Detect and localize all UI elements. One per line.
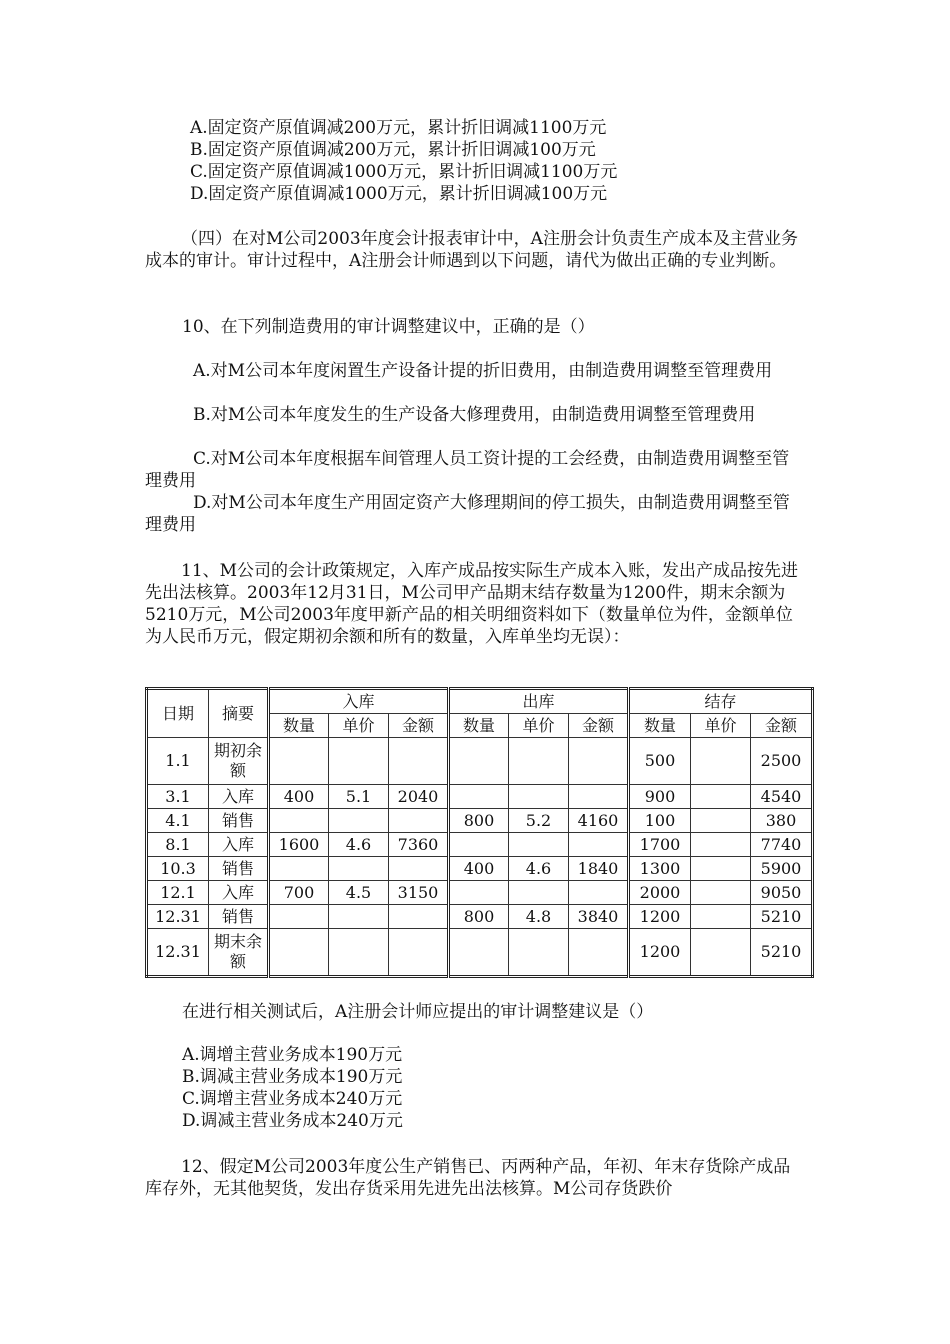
table-cell <box>389 809 449 833</box>
table-cell: 4160 <box>569 809 629 833</box>
table-cell: 1600 <box>269 833 329 857</box>
table-cell: 5210 <box>751 929 813 977</box>
table-cell: 2040 <box>389 785 449 809</box>
q10-option-d: D.对M公司本年度生产用固定资产大修理期间的停工损失，由制造费用调整至管理费用 <box>145 493 790 535</box>
table-cell <box>509 833 569 857</box>
table-cell: 2500 <box>751 738 813 785</box>
option-a-top: A.固定资产原值调减200万元，累计折旧调减1100万元 <box>190 118 607 138</box>
subheader-amount: 金额 <box>751 714 813 738</box>
table-cell <box>691 785 751 809</box>
table-cell: 7740 <box>751 833 813 857</box>
table-cell: 700 <box>269 881 329 905</box>
table-cell: 4.8 <box>509 905 569 929</box>
table-cell: 1840 <box>569 857 629 881</box>
table-cell <box>449 929 509 977</box>
q11-option-b: B.调减主营业务成本190万元 <box>182 1067 403 1087</box>
table-row <box>147 857 813 881</box>
table-cell <box>269 905 329 929</box>
table-row <box>147 905 813 929</box>
table-cell: 1700 <box>629 833 691 857</box>
table-cell: 3840 <box>569 905 629 929</box>
table-cell <box>389 857 449 881</box>
table-cell <box>269 929 329 977</box>
table-cell: 400 <box>269 785 329 809</box>
option-c-top: C.固定资产原值调减1000万元，累计折旧调减1100万元 <box>190 162 618 182</box>
table-cell <box>269 857 329 881</box>
header-outbound: 出库 <box>449 689 629 714</box>
q11-option-a: A.调增主营业务成本190万元 <box>182 1045 403 1065</box>
inventory-ledger-table <box>145 687 814 978</box>
table-cell: 销售 <box>209 809 269 833</box>
table-cell: 1200 <box>629 929 691 977</box>
table-cell <box>329 738 389 785</box>
table-cell: 4.6 <box>509 857 569 881</box>
subheader-price: 单价 <box>691 714 751 738</box>
table-cell: 3150 <box>389 881 449 905</box>
table-cell <box>569 881 629 905</box>
table-cell: 400 <box>449 857 509 881</box>
table-cell <box>569 833 629 857</box>
table-row <box>147 929 813 977</box>
table-cell <box>389 905 449 929</box>
table-cell <box>691 857 751 881</box>
table-cell <box>269 738 329 785</box>
table-cell <box>389 738 449 785</box>
table-cell: 900 <box>629 785 691 809</box>
table-cell: 期初余额 <box>209 738 269 785</box>
table-cell: 销售 <box>209 905 269 929</box>
table-cell: 380 <box>751 809 813 833</box>
header-date: 日期 <box>147 689 209 738</box>
q11-question: 11、M公司的会计政策规定，入库产成品按实际生产成本入账，发出产成品按先进先出法核算。2003年12月31日，M公司甲产品期末结存数量为1200件，期末余额为5210万元，M公司2003年度甲新产品的相关明细资料如下（数量单位为件，金额单位为人民币万元，假定期初余额和所有的数量，入库单坐均无误）： <box>145 561 799 647</box>
table-cell <box>569 929 629 977</box>
table-cell <box>329 929 389 977</box>
table-cell: 500 <box>629 738 691 785</box>
subheader-qty: 数量 <box>269 714 329 738</box>
table-cell <box>569 785 629 809</box>
option-d-top: D.固定资产原值调减1000万元，累计折旧调减100万元 <box>190 184 608 204</box>
table-cell <box>449 738 509 785</box>
table-cell <box>449 785 509 809</box>
section-4-intro: （四）在对M公司2003年度会计报表审计中，A注册会计负责生产成本及主营业务成本的审计。审计过程中，A注册会计师遇到以下问题，请代为做出正确的专业判断。 <box>145 229 798 271</box>
table-cell <box>389 929 449 977</box>
table-cell: 10.3 <box>147 857 209 881</box>
table-row <box>147 809 813 833</box>
ledger-body <box>147 738 813 977</box>
table-cell <box>509 785 569 809</box>
table-cell: 800 <box>449 905 509 929</box>
table-cell <box>329 809 389 833</box>
table-cell: 12.31 <box>147 929 209 977</box>
table-cell <box>509 738 569 785</box>
table-cell: 5.2 <box>509 809 569 833</box>
q11-option-c: C.调增主营业务成本240万元 <box>182 1089 403 1109</box>
table-cell: 4.1 <box>147 809 209 833</box>
q10-option-b: B.对M公司本年度发生的生产设备大修理费用，由制造费用调整至管理费用 <box>193 405 756 425</box>
subheader-qty: 数量 <box>449 714 509 738</box>
table-row <box>147 738 813 785</box>
q11-option-d: D.调减主营业务成本240万元 <box>182 1111 403 1131</box>
q11-after-table: 在进行相关测试后，A注册会计师应提出的审计调整建议是（） <box>182 1002 654 1022</box>
table-cell <box>691 833 751 857</box>
q10-option-c: C.对M公司本年度根据车间管理人员工资计提的工会经费，由制造费用调整至管理费用 <box>145 449 790 491</box>
table-cell <box>269 809 329 833</box>
table-cell: 入库 <box>209 785 269 809</box>
table-cell: 800 <box>449 809 509 833</box>
table-cell <box>449 833 509 857</box>
header-balance: 结存 <box>629 689 813 714</box>
table-cell <box>329 857 389 881</box>
table-row <box>147 833 813 857</box>
table-cell <box>569 738 629 785</box>
header-inbound: 入库 <box>269 689 449 714</box>
q12-text: 12、假定M公司2003年度公生产销售已、丙两种产品，年初、年末存货除产成品库存外，无其他契货，发出存货采用先进先出法核算。M公司存货跌价 <box>145 1157 791 1199</box>
table-cell: 5900 <box>751 857 813 881</box>
table-cell: 7360 <box>389 833 449 857</box>
subheader-price: 单价 <box>329 714 389 738</box>
table-cell: 3.1 <box>147 785 209 809</box>
table-cell: 入库 <box>209 833 269 857</box>
table-cell <box>329 905 389 929</box>
q10-option-a: A.对M公司本年度闲置生产设备计提的折旧费用，由制造费用调整至管理费用 <box>193 361 773 381</box>
table-cell <box>691 738 751 785</box>
table-row <box>147 785 813 809</box>
table-cell: 4.5 <box>329 881 389 905</box>
table-cell: 4.6 <box>329 833 389 857</box>
subheader-amount: 金额 <box>389 714 449 738</box>
table-cell: 2000 <box>629 881 691 905</box>
option-b-top: B.固定资产原值调减200万元，累计折旧调减100万元 <box>190 140 596 160</box>
table-cell <box>691 929 751 977</box>
table-cell: 5210 <box>751 905 813 929</box>
table-cell: 8.1 <box>147 833 209 857</box>
header-summary: 摘要 <box>209 689 269 738</box>
subheader-price: 单价 <box>509 714 569 738</box>
table-cell: 12.31 <box>147 905 209 929</box>
table-cell: 5.1 <box>329 785 389 809</box>
table-cell <box>509 881 569 905</box>
q10-question: 10、在下列制造费用的审计调整建议中，正确的是（） <box>182 317 595 337</box>
table-cell: 期末余额 <box>209 929 269 977</box>
subheader-amount: 金额 <box>569 714 629 738</box>
table-cell: 4540 <box>751 785 813 809</box>
table-cell <box>449 881 509 905</box>
table-cell <box>691 881 751 905</box>
table-cell: 1.1 <box>147 738 209 785</box>
table-cell: 100 <box>629 809 691 833</box>
table-row <box>147 881 813 905</box>
table-cell: 1300 <box>629 857 691 881</box>
table-cell: 入库 <box>209 881 269 905</box>
table-cell <box>691 905 751 929</box>
table-cell <box>509 929 569 977</box>
table-cell: 销售 <box>209 857 269 881</box>
table-cell: 12.1 <box>147 881 209 905</box>
table-cell <box>691 809 751 833</box>
subheader-qty: 数量 <box>629 714 691 738</box>
table-cell: 1200 <box>629 905 691 929</box>
table-cell: 9050 <box>751 881 813 905</box>
